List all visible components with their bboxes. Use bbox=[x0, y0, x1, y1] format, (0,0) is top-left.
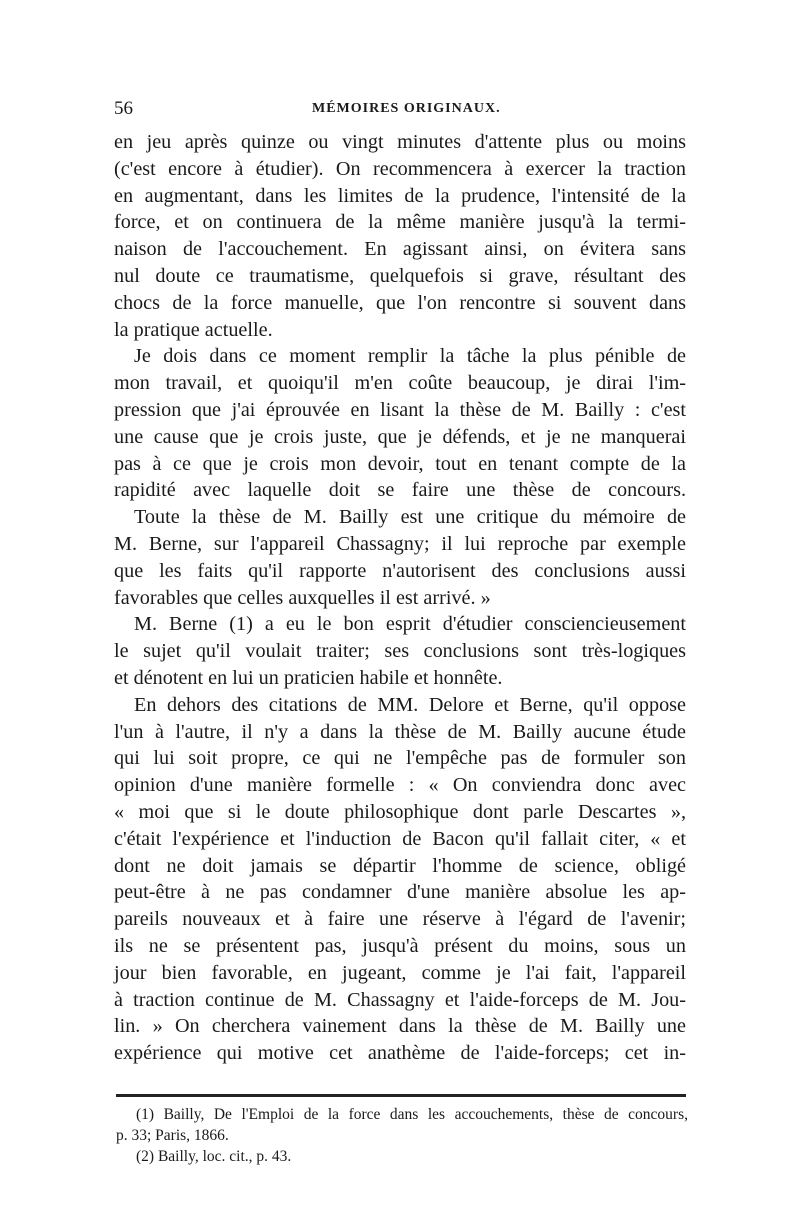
text-line: « moi que si le doute philosophique dont parle Descartes », bbox=[114, 800, 686, 823]
text-line: pas à ce que je crois mon devoir, tout en tenant compte de la bbox=[114, 452, 686, 475]
text-line: M. Berne, sur l'appareil Chassagny; il lui reproche par exemple bbox=[114, 532, 686, 555]
text-line: peut-être à ne pas condamner d'une manière absolue les ap- bbox=[114, 881, 686, 904]
text-line: naison de l'accouchement. En agissant ainsi, on évitera sans bbox=[114, 238, 686, 261]
main-text bbox=[114, 129, 686, 1067]
footnotes bbox=[116, 1104, 688, 1167]
text-line: favorables que celles auxquelles il est arrivé. » bbox=[114, 586, 491, 609]
text-line: rapidité avec laquelle doit se faire une thèse de concours. bbox=[114, 479, 686, 502]
text-line: que les faits qu'il rapporte n'autorisent des conclusions aussi bbox=[114, 559, 686, 582]
text-line: Je dois dans ce moment remplir la tâche la plus pénible de bbox=[134, 345, 686, 368]
footnote-1 bbox=[116, 1104, 688, 1146]
text-line: pression que j'ai éprouvée en lisant la thèse de M. Bailly : c'est bbox=[114, 398, 686, 421]
page-header bbox=[114, 98, 684, 124]
text-line: en augmentant, dans les limites de la prudence, l'intensité de la bbox=[114, 184, 686, 207]
footnote-line: (2) Bailly, loc. cit., p. 43. bbox=[136, 1148, 292, 1165]
text-line: opinion d'une manière formelle : « On conviendra donc avec bbox=[114, 774, 686, 797]
text-line: l'un à l'autre, il n'y a dans la thèse de M. Bailly aucune étude bbox=[114, 720, 686, 743]
text-line: qui lui soit propre, ce qui ne l'empêche pas de formuler son bbox=[114, 747, 686, 770]
text-line: à traction continue de M. Chassagny et l'aide-forceps de M. Jou- bbox=[114, 988, 686, 1011]
paragraph-3 bbox=[114, 504, 686, 611]
page-number: 56 bbox=[114, 98, 133, 119]
paragraph-5 bbox=[114, 692, 686, 1067]
text-line: dont ne doit jamais se départir l'homme de science, obligé bbox=[114, 854, 686, 877]
text-line: c'était l'expérience et l'induction de Bacon qu'il fallait citer, « et bbox=[114, 827, 686, 850]
text-line: M. Berne (1) a eu le bon esprit d'étudier consciencieusement bbox=[134, 613, 686, 636]
text-line: Toute la thèse de M. Bailly est une critique du mémoire de bbox=[134, 506, 686, 529]
text-line: jour bien favorable, en jugeant, comme je l'ai fait, l'appareil bbox=[114, 961, 686, 984]
paragraph-4 bbox=[114, 611, 686, 691]
text-line: en jeu après quinze ou vingt minutes d'attente plus ou moins bbox=[114, 131, 686, 153]
paragraph-1 bbox=[114, 129, 686, 343]
text-line: nul doute ce traumatisme, quelquefois si grave, résultant des bbox=[114, 264, 686, 287]
text-line: En dehors des citations de MM. Delore et Berne, qu'il oppose bbox=[134, 693, 686, 716]
text-line: expérience qui motive cet anathème de l'aide-forceps; cet in- bbox=[114, 1042, 686, 1065]
footnote-rule bbox=[116, 1094, 686, 1097]
text-line: mon travail, et quoiqu'il m'en coûte beaucoup, je dirai l'im- bbox=[114, 372, 686, 395]
paragraph-2 bbox=[114, 343, 686, 504]
text-line: et dénotent en lui un praticien habile et honnête. bbox=[114, 666, 503, 689]
text-line: ils ne se présentent pas, jusqu'à présent du moins, sous un bbox=[114, 934, 686, 957]
text-line: lin. » On cherchera vainement dans la thèse de M. Bailly une bbox=[114, 1015, 686, 1038]
running-title: MÉMOIRES ORIGINAUX. bbox=[312, 101, 501, 116]
footnote-line: p. 33; Paris, 1866. bbox=[116, 1127, 229, 1144]
footnote-2 bbox=[116, 1146, 688, 1167]
text-line: la pratique actuelle. bbox=[114, 318, 273, 341]
text-line: chocs de la force manuelle, que l'on rencontre si souvent dans bbox=[114, 291, 686, 314]
text-line: pareils nouveaux et à faire une réserve à l'égard de l'avenir; bbox=[114, 908, 686, 931]
text-line: le sujet qu'il voulait traiter; ses conclusions sont très-logiques bbox=[114, 640, 686, 663]
text-line: force, et on continuera de la même manière jusqu'à la termi- bbox=[114, 211, 686, 234]
footnote-line: (1) Bailly, De l'Emploi de la force dans les accouchements, thèse de concours, bbox=[136, 1106, 688, 1123]
text-line: (c'est encore à étudier). On recommencera à exercer la traction bbox=[114, 157, 686, 180]
text-line: une cause que je crois juste, que je défends, et je ne manquerai bbox=[114, 425, 686, 448]
